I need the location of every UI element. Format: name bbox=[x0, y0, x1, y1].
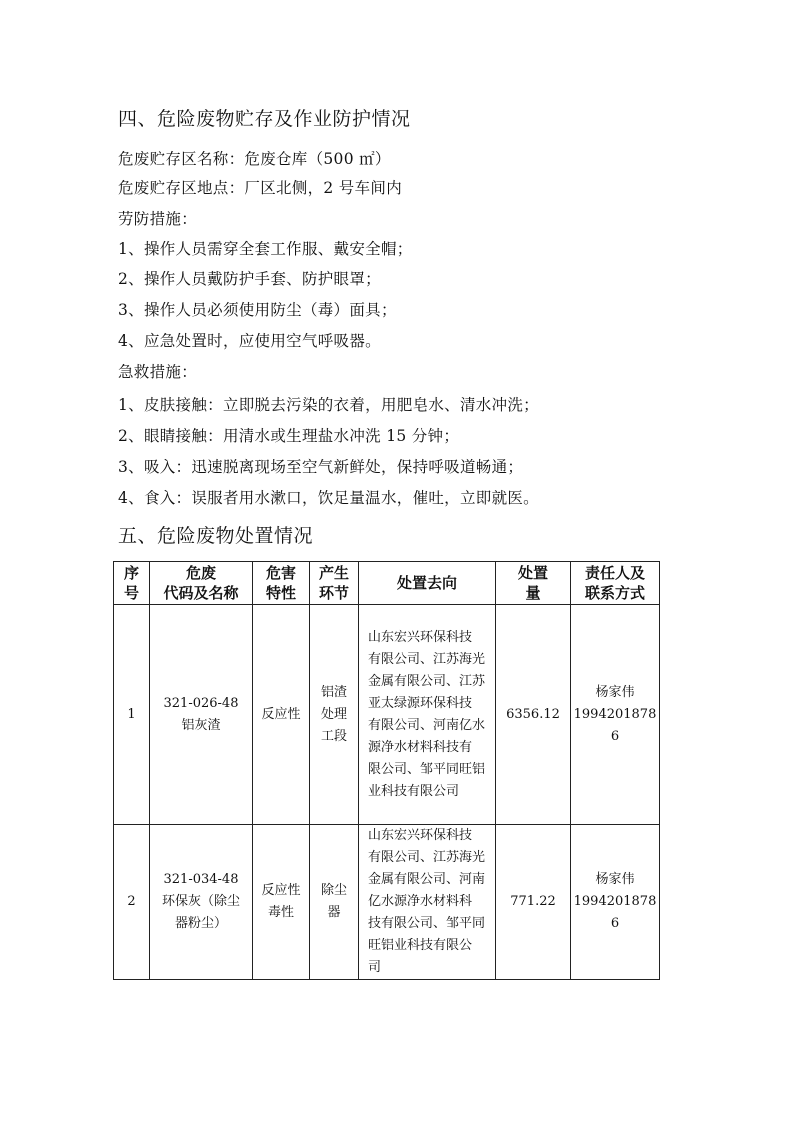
storage-name: 危废贮存区名称：危废仓库（500 ㎡） bbox=[118, 150, 391, 168]
cell-contact: 杨家伟 1994201878 6 bbox=[571, 605, 660, 825]
labor-protection-heading: 劳防措施： bbox=[118, 210, 198, 228]
section-4-title: 四、危险废物贮存及作业防护情况 bbox=[118, 108, 411, 130]
table-header-row bbox=[114, 562, 660, 605]
cell-hazard: 反应性 毒性 bbox=[253, 825, 310, 980]
first-aid-item: 2、眼睛接触：用清水或生理盐水冲洗 15 分钟； bbox=[118, 427, 460, 445]
header-waste-code: 危废 代码及名称 bbox=[150, 562, 253, 605]
cell-quantity: 771.22 bbox=[496, 825, 571, 980]
header-hazard: 危害 特性 bbox=[253, 562, 310, 605]
cell-waste: 321-034-48 环保灰（除尘 器粉尘） bbox=[150, 825, 253, 980]
header-stage: 产生 环节 bbox=[310, 562, 359, 605]
cell-stage: 铝渣 处理 工段 bbox=[310, 605, 359, 825]
disposal-table bbox=[113, 561, 660, 980]
section-5-title: 五、危险废物处置情况 bbox=[118, 525, 314, 547]
cell-hazard: 反应性 bbox=[253, 605, 310, 825]
header-quantity: 处置 量 bbox=[496, 562, 571, 605]
header-contact: 责任人及 联系方式 bbox=[571, 562, 660, 605]
first-aid-heading: 急救措施： bbox=[118, 363, 198, 381]
table-row bbox=[114, 825, 660, 980]
labor-protection-item: 1、操作人员需穿全套工作服、戴安全帽； bbox=[118, 240, 413, 258]
cell-stage: 除尘 器 bbox=[310, 825, 359, 980]
header-destination: 处置去向 bbox=[359, 562, 496, 605]
labor-protection-item: 3、操作人员必须使用防尘（毒）面具； bbox=[118, 301, 397, 319]
cell-destination: 山东宏兴环保科技 有限公司、江苏海光 金属有限公司、江苏 亚太绿源环保科技 有限公司、河南亿水 源净水材料科技有 限公司、邹平同旺铝 业科技有限公司 bbox=[359, 605, 496, 825]
labor-protection-item: 4、应急处置时，应使用空气呼吸器。 bbox=[118, 332, 381, 350]
cell-waste: 321-026-48 铝灰渣 bbox=[150, 605, 253, 825]
first-aid-item: 3、吸入：迅速脱离现场至空气新鲜处，保持呼吸道畅通； bbox=[118, 458, 524, 476]
header-no: 序 号 bbox=[114, 562, 150, 605]
storage-location: 危废贮存区地点：厂区北侧，2 号车间内 bbox=[118, 179, 402, 197]
cell-no: 2 bbox=[114, 825, 150, 980]
cell-no: 1 bbox=[114, 605, 150, 825]
cell-contact: 杨家伟 1994201878 6 bbox=[571, 825, 660, 980]
table-row bbox=[114, 605, 660, 825]
cell-destination: 山东宏兴环保科技 有限公司、江苏海光 金属有限公司、河南 亿水源净水材料科 技有限公司、邹平同 旺铝业科技有限公 司 bbox=[359, 825, 496, 980]
labor-protection-item: 2、操作人员戴防护手套、防护眼罩； bbox=[118, 270, 381, 288]
first-aid-item: 4、食入：误服者用水漱口，饮足量温水，催吐，立即就医。 bbox=[118, 489, 539, 507]
first-aid-item: 1、皮肤接触：立即脱去污染的衣着，用肥皂水、清水冲洗； bbox=[118, 396, 539, 414]
cell-quantity: 6356.12 bbox=[496, 605, 571, 825]
